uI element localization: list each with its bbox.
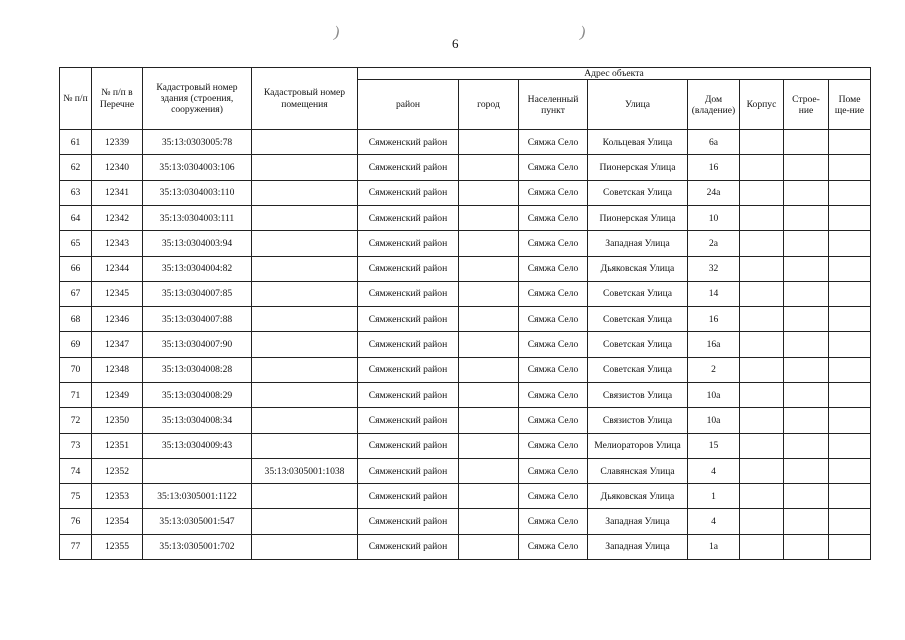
cell-num: 63 [60, 180, 92, 205]
cell-korpus [740, 130, 784, 155]
table-row [60, 433, 871, 458]
cell-num: 74 [60, 458, 92, 483]
cell-list-num: 12342 [92, 205, 143, 230]
cell-cad-building: 35:13:0305001:702 [143, 534, 252, 559]
cell-korpus [740, 433, 784, 458]
cell-stroenie [784, 383, 829, 408]
cell-street: Советская Улица [588, 281, 688, 306]
cell-list-num: 12350 [92, 408, 143, 433]
cell-house: 15 [688, 433, 740, 458]
cell-list-num: 12355 [92, 534, 143, 559]
cell-house: 1а [688, 534, 740, 559]
cell-cad-room: 35:13:0305001:1038 [252, 458, 358, 483]
header-street: Улица [588, 80, 688, 130]
cell-street: Дьяковская Улица [588, 484, 688, 509]
cell-cad-building: 35:13:0303005:78 [143, 130, 252, 155]
cell-gorod [459, 534, 519, 559]
cell-settlement: Сямжа Село [519, 484, 588, 509]
cell-pomeshchenie [829, 180, 871, 205]
cell-korpus [740, 408, 784, 433]
cell-list-num: 12352 [92, 458, 143, 483]
cell-korpus [740, 458, 784, 483]
cell-pomeshchenie [829, 484, 871, 509]
cell-street: Славянская Улица [588, 458, 688, 483]
cell-stroenie [784, 534, 829, 559]
cell-settlement: Сямжа Село [519, 155, 588, 180]
cell-korpus [740, 357, 784, 382]
cell-stroenie [784, 155, 829, 180]
cell-settlement: Сямжа Село [519, 332, 588, 357]
cell-settlement: Сямжа Село [519, 231, 588, 256]
table-row [60, 458, 871, 483]
cell-house: 32 [688, 256, 740, 281]
cell-cad-room [252, 433, 358, 458]
cell-gorod [459, 509, 519, 534]
cell-pomeshchenie [829, 155, 871, 180]
cell-list-num: 12353 [92, 484, 143, 509]
cell-settlement: Сямжа Село [519, 357, 588, 382]
cell-cad-building: 35:13:0304004:82 [143, 256, 252, 281]
header-gorod: город [459, 80, 519, 130]
cell-pomeshchenie [829, 256, 871, 281]
cell-street: Советская Улица [588, 180, 688, 205]
cell-raion: Сямженский район [358, 205, 459, 230]
cell-cad-room [252, 357, 358, 382]
cell-num: 67 [60, 281, 92, 306]
cell-house: 1 [688, 484, 740, 509]
cell-cad-building: 35:13:0304009:43 [143, 433, 252, 458]
cell-cad-room [252, 180, 358, 205]
cell-house: 24а [688, 180, 740, 205]
table-row [60, 408, 871, 433]
cell-num: 65 [60, 231, 92, 256]
cell-stroenie [784, 130, 829, 155]
header-korpus: Корпус [740, 80, 784, 130]
cell-pomeshchenie [829, 231, 871, 256]
cell-house: 10а [688, 383, 740, 408]
cell-street: Советская Улица [588, 357, 688, 382]
cell-settlement: Сямжа Село [519, 383, 588, 408]
cell-num: 64 [60, 205, 92, 230]
header-num: № п/п [60, 68, 92, 130]
cell-house: 16а [688, 332, 740, 357]
cell-settlement: Сямжа Село [519, 130, 588, 155]
cell-raion: Сямженский район [358, 231, 459, 256]
cell-pomeshchenie [829, 130, 871, 155]
cell-gorod [459, 383, 519, 408]
cell-pomeshchenie [829, 332, 871, 357]
cell-house: 2а [688, 231, 740, 256]
cell-list-num: 12340 [92, 155, 143, 180]
cell-gorod [459, 433, 519, 458]
cell-list-num: 12351 [92, 433, 143, 458]
cell-cad-building: 35:13:0305001:547 [143, 509, 252, 534]
cell-cad-room [252, 281, 358, 306]
cell-stroenie [784, 307, 829, 332]
cell-house: 16 [688, 155, 740, 180]
cell-cad-building: 35:13:0304003:111 [143, 205, 252, 230]
cell-cad-building: 35:13:0304003:94 [143, 231, 252, 256]
page-number: 6 [452, 36, 459, 51]
cell-stroenie [784, 256, 829, 281]
cell-cad-building: 35:13:0304007:85 [143, 281, 252, 306]
cell-pomeshchenie [829, 509, 871, 534]
cell-settlement: Сямжа Село [519, 408, 588, 433]
cell-raion: Сямженский район [358, 383, 459, 408]
cell-raion: Сямженский район [358, 256, 459, 281]
cell-street: Связистов Улица [588, 383, 688, 408]
table-row [60, 307, 871, 332]
scan-mark-left: ) [332, 23, 342, 42]
cell-korpus [740, 205, 784, 230]
cell-settlement: Сямжа Село [519, 256, 588, 281]
cell-settlement: Сямжа Село [519, 433, 588, 458]
cell-list-num: 12344 [92, 256, 143, 281]
cell-gorod [459, 155, 519, 180]
cell-stroenie [784, 458, 829, 483]
cell-korpus [740, 484, 784, 509]
cell-street: Дьяковская Улица [588, 256, 688, 281]
cell-cad-room [252, 155, 358, 180]
cell-stroenie [784, 357, 829, 382]
cell-stroenie [784, 433, 829, 458]
cell-korpus [740, 231, 784, 256]
cell-korpus [740, 509, 784, 534]
cell-settlement: Сямжа Село [519, 458, 588, 483]
cell-list-num: 12339 [92, 130, 143, 155]
cell-list-num: 12354 [92, 509, 143, 534]
cell-gorod [459, 307, 519, 332]
header-raion: район [358, 80, 459, 130]
cell-street: Пионерская Улица [588, 155, 688, 180]
cell-korpus [740, 155, 784, 180]
cell-settlement: Сямжа Село [519, 534, 588, 559]
cell-pomeshchenie [829, 205, 871, 230]
cell-settlement: Сямжа Село [519, 307, 588, 332]
cell-pomeshchenie [829, 458, 871, 483]
cell-cad-building: 35:13:0304007:88 [143, 307, 252, 332]
cell-cad-room [252, 130, 358, 155]
cell-korpus [740, 281, 784, 306]
table-row [60, 180, 871, 205]
cell-cad-room [252, 332, 358, 357]
cell-street: Советская Улица [588, 307, 688, 332]
cell-settlement: Сямжа Село [519, 509, 588, 534]
cell-cad-room [252, 231, 358, 256]
cell-settlement: Сямжа Село [519, 281, 588, 306]
cell-num: 66 [60, 256, 92, 281]
cell-raion: Сямженский район [358, 332, 459, 357]
cell-raion: Сямженский район [358, 357, 459, 382]
cell-pomeshchenie [829, 534, 871, 559]
cell-list-num: 12347 [92, 332, 143, 357]
cell-stroenie [784, 205, 829, 230]
cell-pomeshchenie [829, 357, 871, 382]
cell-korpus [740, 307, 784, 332]
cell-cad-room [252, 383, 358, 408]
cell-num: 69 [60, 332, 92, 357]
cell-raion: Сямженский район [358, 458, 459, 483]
header-cad-room: Кадастровый номер помещения [252, 68, 358, 130]
cell-list-num: 12346 [92, 307, 143, 332]
cell-raion: Сямженский район [358, 180, 459, 205]
cell-gorod [459, 281, 519, 306]
cell-raion: Сямженский район [358, 155, 459, 180]
header-list-num: № п/п в Перечне [92, 68, 143, 130]
cell-pomeshchenie [829, 281, 871, 306]
table-row [60, 357, 871, 382]
cell-num: 77 [60, 534, 92, 559]
cell-gorod [459, 357, 519, 382]
cell-raion: Сямженский район [358, 408, 459, 433]
cell-house: 4 [688, 458, 740, 483]
cell-stroenie [784, 180, 829, 205]
cell-list-num: 12348 [92, 357, 143, 382]
cell-raion: Сямженский район [358, 509, 459, 534]
scan-mark-right: ) [578, 23, 588, 42]
cell-cad-room [252, 484, 358, 509]
cell-cad-room [252, 307, 358, 332]
cell-num: 73 [60, 433, 92, 458]
table-row [60, 534, 871, 559]
cell-cad-building: 35:13:0304003:110 [143, 180, 252, 205]
cell-street: Западная Улица [588, 509, 688, 534]
cell-list-num: 12349 [92, 383, 143, 408]
cell-street: Связистов Улица [588, 408, 688, 433]
cell-list-num: 12343 [92, 231, 143, 256]
cell-cad-building [143, 458, 252, 483]
table-row [60, 484, 871, 509]
cell-raion: Сямженский район [358, 307, 459, 332]
cell-stroenie [784, 281, 829, 306]
cell-house: 10 [688, 205, 740, 230]
cell-house: 16 [688, 307, 740, 332]
table-row [60, 509, 871, 534]
cell-house: 4 [688, 509, 740, 534]
cell-cad-building: 35:13:0304007:90 [143, 332, 252, 357]
cell-cad-building: 35:13:0304008:34 [143, 408, 252, 433]
cell-street: Кольцевая Улица [588, 130, 688, 155]
cell-cad-room [252, 256, 358, 281]
cell-num: 71 [60, 383, 92, 408]
cell-korpus [740, 180, 784, 205]
cell-num: 75 [60, 484, 92, 509]
cell-stroenie [784, 332, 829, 357]
cell-num: 70 [60, 357, 92, 382]
table-row [60, 256, 871, 281]
cell-korpus [740, 256, 784, 281]
table-row [60, 332, 871, 357]
cell-raion: Сямженский район [358, 433, 459, 458]
cell-gorod [459, 408, 519, 433]
cell-street: Западная Улица [588, 231, 688, 256]
cell-stroenie [784, 509, 829, 534]
cell-cad-room [252, 509, 358, 534]
cell-house: 2 [688, 357, 740, 382]
cell-korpus [740, 332, 784, 357]
cell-gorod [459, 231, 519, 256]
cell-raion: Сямженский район [358, 484, 459, 509]
cell-gorod [459, 458, 519, 483]
cell-street: Пионерская Улица [588, 205, 688, 230]
cell-list-num: 12345 [92, 281, 143, 306]
cell-stroenie [784, 484, 829, 509]
cell-house: 14 [688, 281, 740, 306]
cell-stroenie [784, 408, 829, 433]
cell-gorod [459, 256, 519, 281]
cell-house: 10а [688, 408, 740, 433]
cell-street: Западная Улица [588, 534, 688, 559]
cell-raion: Сямженский район [358, 281, 459, 306]
cell-cad-building: 35:13:0304008:29 [143, 383, 252, 408]
cell-cad-room [252, 408, 358, 433]
cell-street: Мелиораторов Улица [588, 433, 688, 458]
header-house: Дом (владение) [688, 80, 740, 130]
cell-pomeshchenie [829, 433, 871, 458]
cell-pomeshchenie [829, 408, 871, 433]
cell-num: 61 [60, 130, 92, 155]
header-address: Адрес объекта [358, 68, 871, 80]
cell-gorod [459, 130, 519, 155]
cell-cad-building: 35:13:0304008:28 [143, 357, 252, 382]
header-pomeshchenie: Поме ще-ние [829, 80, 871, 130]
cell-gorod [459, 484, 519, 509]
table-row [60, 231, 871, 256]
cell-cad-room [252, 534, 358, 559]
cell-num: 68 [60, 307, 92, 332]
cell-cad-building: 35:13:0304003:106 [143, 155, 252, 180]
table-row [60, 130, 871, 155]
cell-list-num: 12341 [92, 180, 143, 205]
cell-gorod [459, 205, 519, 230]
cell-pomeshchenie [829, 307, 871, 332]
table-row [60, 155, 871, 180]
cell-gorod [459, 180, 519, 205]
cell-street: Советская Улица [588, 332, 688, 357]
table-row [60, 281, 871, 306]
cell-num: 62 [60, 155, 92, 180]
table-row [60, 383, 871, 408]
cell-cad-building: 35:13:0305001:1122 [143, 484, 252, 509]
property-registry-table [59, 67, 871, 560]
cell-num: 76 [60, 509, 92, 534]
header-settlement: Населенный пункт [519, 80, 588, 130]
header-cad-building: Кадастровый номер здания (строения, сооружения) [143, 68, 252, 130]
cell-stroenie [784, 231, 829, 256]
cell-korpus [740, 534, 784, 559]
cell-korpus [740, 383, 784, 408]
table-row [60, 205, 871, 230]
cell-pomeshchenie [829, 383, 871, 408]
cell-settlement: Сямжа Село [519, 180, 588, 205]
cell-gorod [459, 332, 519, 357]
header-stroenie: Строе-ние [784, 80, 829, 130]
cell-raion: Сямженский район [358, 130, 459, 155]
cell-cad-room [252, 205, 358, 230]
cell-raion: Сямженский район [358, 534, 459, 559]
registry-rows [60, 130, 871, 560]
cell-house: 6а [688, 130, 740, 155]
cell-settlement: Сямжа Село [519, 205, 588, 230]
cell-num: 72 [60, 408, 92, 433]
